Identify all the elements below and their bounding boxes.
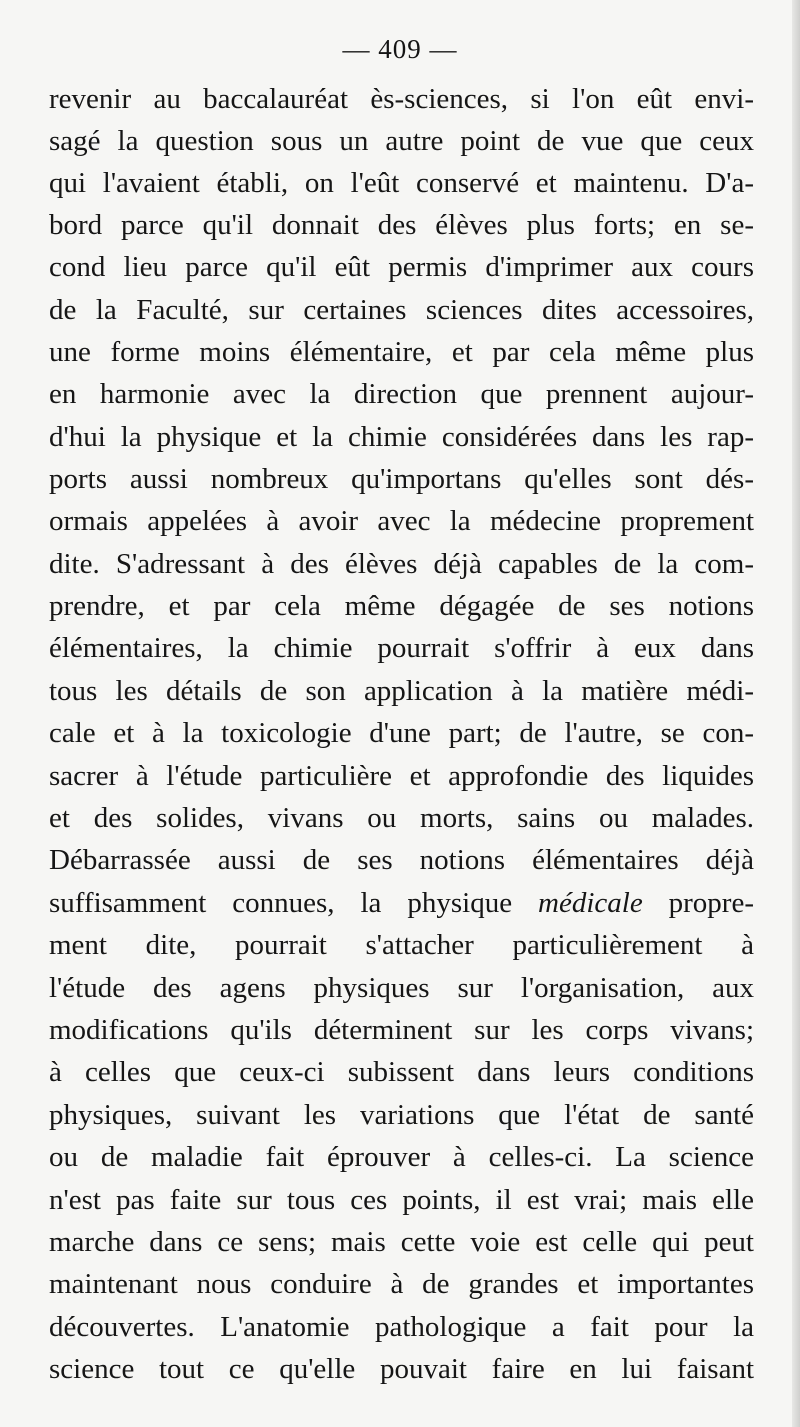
text-line: ports aussi nombreux qu'importans qu'elles sont dés-	[49, 463, 754, 495]
text-line: en harmonie avec la direction que prennent aujour-	[49, 378, 754, 410]
page-edge-shadow	[792, 0, 800, 1427]
text-line: revenir au baccalauréat ès-sciences, si l'on eût envi-	[49, 83, 754, 115]
text-line: tous les détails de son application à la matière médi-	[49, 675, 754, 707]
text-line: prendre, et par cela même dégagée de ses notions	[49, 590, 754, 622]
text-segment: propre-	[642, 887, 754, 919]
text-line: marche dans ce sens; mais cette voie est celle qui peut	[49, 1226, 754, 1258]
text-line: Débarrassée aussi de ses notions élémentaires déjà	[49, 844, 754, 876]
text-line: modifications qu'ils déterminent sur les corps vivans;	[49, 1014, 754, 1046]
text-line: sagé la question sous un autre point de vue que ceux	[49, 125, 754, 157]
italic-word: médicale	[538, 887, 643, 919]
text-line: à celles que ceux-ci subissent dans leurs conditions	[49, 1056, 754, 1088]
text-segment: suffisamment connues, la physique	[49, 887, 539, 919]
text-line: l'étude des agens physiques sur l'organisation, aux	[49, 972, 754, 1004]
text-line: n'est pas faite sur tous ces points, il est vrai; mais elle	[49, 1184, 754, 1216]
text-line: de la Faculté, sur certaines sciences dites accessoires,	[49, 294, 754, 326]
text-line: ormais appelées à avoir avec la médecine proprement	[49, 505, 754, 537]
text-line: découvertes. L'anatomie pathologique a fait pour la	[49, 1311, 754, 1343]
text-line: cale et à la toxicologie d'une part; de l'autre, se con-	[49, 717, 754, 749]
page-number: — 409 —	[342, 34, 458, 64]
text-line: élémentaires, la chimie pourrait s'offrir à eux dans	[49, 632, 754, 664]
text-line: ou de maladie fait éprouver à celles-ci. La science	[49, 1141, 754, 1173]
text-line: ment dite, pourrait s'attacher particulièrement à	[49, 929, 754, 961]
text-line: qui l'avaient établi, on l'eût conservé et maintenu. D'a-	[49, 167, 754, 199]
text-line: et des solides, vivans ou morts, sains ou malades.	[49, 802, 754, 834]
text-line: physiques, suivant les variations que l'état de santé	[49, 1099, 754, 1131]
text-line-with-italic	[49, 882, 754, 924]
text-line: une forme moins élémentaire, et par cela même plus	[49, 336, 754, 368]
text-line: sacrer à l'étude particulière et approfondie des liquides	[49, 760, 754, 792]
text-line: bord parce qu'il donnait des élèves plus forts; en se-	[49, 209, 754, 241]
text-line: science tout ce qu'elle pouvait faire en lui faisant	[49, 1353, 754, 1385]
text-line: cond lieu parce qu'il eût permis d'imprimer aux cours	[49, 251, 754, 283]
text-line: dite. S'adressant à des élèves déjà capables de la com-	[49, 548, 754, 580]
text-line: d'hui la physique et la chimie considérées dans les rap-	[49, 421, 754, 453]
text-line: maintenant nous conduire à de grandes et importantes	[49, 1268, 754, 1300]
